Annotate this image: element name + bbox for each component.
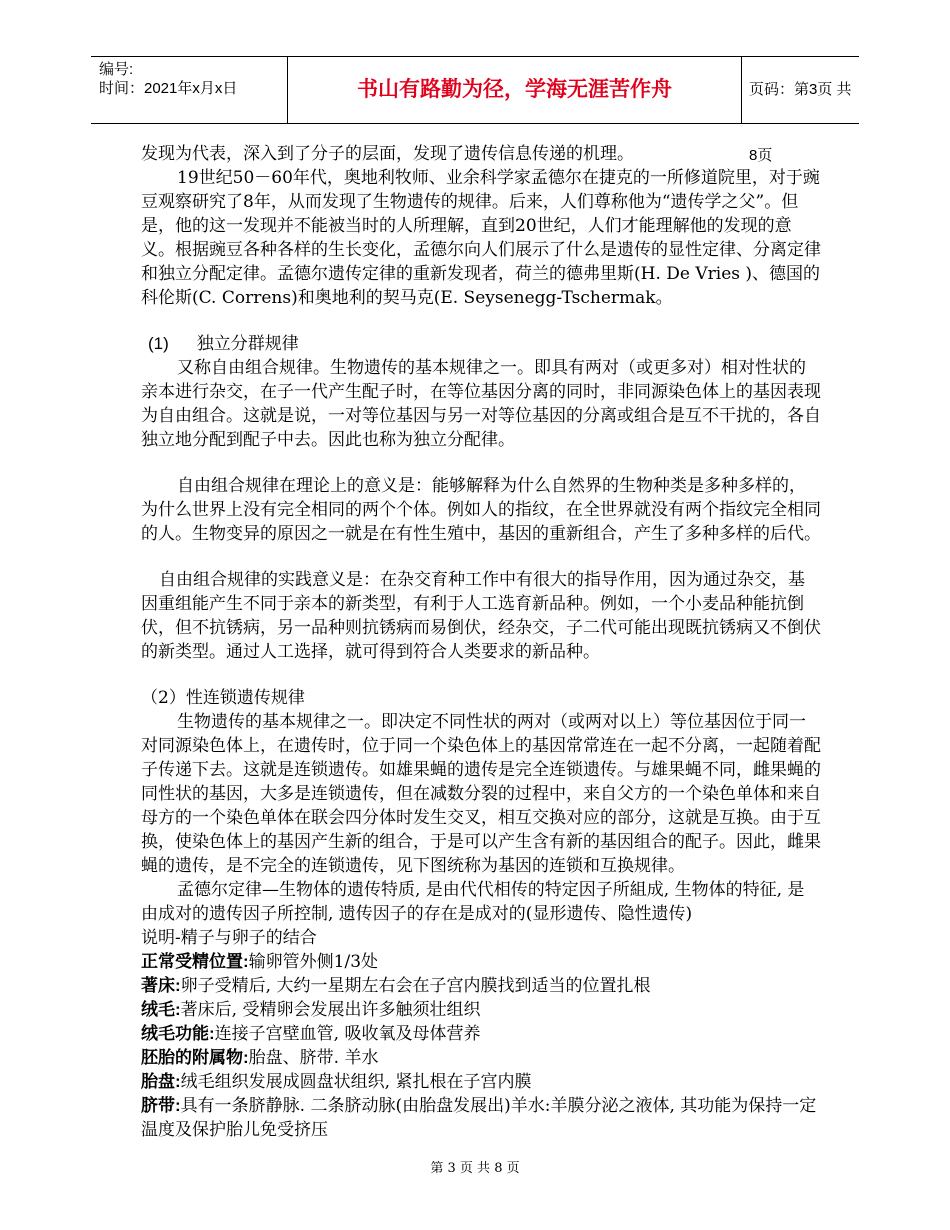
header-motto: 书山有路勤为径，学海无涯苦作舟: [287, 57, 742, 123]
definition-term: 绒毛功能:: [141, 1024, 215, 1043]
definition-term: 绒毛:: [141, 1000, 181, 1019]
paragraph-fertilization-intro: 说明-精子与卵子的结合: [141, 928, 317, 948]
definition-item: [141, 1022, 821, 1046]
definition-text: 卵子受精后, 大约一星期左右会在子宫内膜找到适当的位置扎根: [180, 976, 651, 996]
definition-text: 连接子宫壁血管, 吸收氧及母体营养: [214, 1024, 481, 1044]
section-title: 独立分群规律: [196, 334, 299, 354]
definition-term: 胚胎的附属物:: [141, 1048, 249, 1067]
definition-item: [141, 1070, 821, 1094]
paragraph-linkage: 生物遗传的基本规律之一。即决定不同性状的两对（或两对以上）等位基因位于同一对同源染色体上，在遗传时，位于同一个染色体上的基因常常连在一起不分离，一起随着配子传递下去。这就是连锁遗传。如雄果蝇的遗传是完全连锁遗传。与雄果蝇不同，雌果蝇的同性状的基因，大多是连锁遗传，但在减数分裂的过程中，来自父方的一个染色单体和来自母方的一个染色单体在联会四分体时发生交叉，相互交换对应的部分，这就是互换。由于互换，使染色体上的基因产生新的组合，于是可以产生含有新的基因组合的配子。因此，雌果蝇的遗传，是不完全的连锁遗传，见下图统称为基因的连锁和互换规律。: [141, 712, 821, 876]
definition-item: [141, 1046, 821, 1070]
section-heading-independent-assortment: [141, 332, 821, 356]
definition-term: 胎盘:: [141, 1072, 181, 1091]
definition-text: 输卵管外侧1/3处: [248, 952, 379, 972]
definition-item: [141, 1094, 821, 1142]
document-body: [141, 142, 821, 1142]
paragraph-definition: 又称自由组合规律。生物遗传的基本规律之一。即具有两对（或更多对）相对性状的亲本进行杂交，在子一代产生配子时，在等位基因分离的同时，非同源染色体上的基因表现为自由组合。这就是说，一对等位基因与另一对等位基因的分离或组合是互不干扰的，各自独立地分配到配子中去。因此也称为独立分配律。: [141, 358, 821, 450]
definition-text: 胎盘、脐带. 羊水: [248, 1048, 379, 1068]
paragraph-mendel-history: 19世纪50－60年代，奥地利牧师、业余科学家孟德尔在捷克的一所修道院里，对于豌豆观察研究了8年，从而发现了生物遗传的规律。后来，人们尊称他为“遗传学之父”。但是，他的这一发现并不能被当时的人所理解，直到20世纪，人们才能理解他的发现的意义。根据豌豆各种各样的生长变化，孟德尔向人们展示了什么是遗传的显性定律、分离定律和独立分配定律。孟德尔遗传定律的重新发现者，荷兰的德弗里斯(H. De Vries )、德国的科伦斯(C. Correns)和奥地利的契马克(E. Seysenegg-Tschermak。: [141, 168, 821, 308]
definition-text: 著床后, 受精卵会发展出许多触须壮组织: [180, 1000, 481, 1020]
paragraph-mendel-law: 孟德尔定律—生物体的遗传特质, 是由代代相传的特定因子所組成, 生物体的特征, 是由成对的遗传因子所控制, 遗传因子的存在是成对的(显形遗传、隐性遗传): [141, 880, 805, 924]
definition-term: 正常受精位置:: [141, 952, 249, 971]
header-left-cell: [91, 57, 287, 123]
paragraph-theoretical-significance: 自由组合规律在理论上的意义是：能够解释为什么自然界的生物种类是多种多样的，为什么世界上没有完全相同的两个个体。例如人的指纹，在全世界就没有两个指纹完全相同的人。生物变异的原因之一就是在有性生殖中，基因的重新组合，产生了多种多样的后代。: [141, 476, 821, 544]
definition-term: 脐带:: [141, 1096, 181, 1115]
document-date: 时间：2021年x月x日: [99, 80, 238, 97]
definition-item: [141, 974, 821, 998]
definition-text: 具有一条脐静脉. 二条脐动脉(由胎盘发展出)羊水:羊膜分泌之液体, 其功能为保持一定温度及保护胎儿免受挤压: [141, 1096, 817, 1140]
section-number: (1): [148, 334, 169, 353]
definition-term: 著床:: [141, 976, 181, 995]
paragraph-practical-significance: 自由组合规律的实践意义是：在杂交育种工作中有很大的指导作用，因为通过杂交，基因重组能产生不同于亲本的新类型，有利于人工选育新品种。例如，一个小麦品种能抗倒伏，但不抗锈病，另一品种则抗锈病而易倒伏，经杂交，子二代可能出现既抗锈病又不倒伏的新类型。通过人工选择，就可得到符合人类要求的新品种。: [141, 570, 821, 662]
definition-item: [141, 998, 821, 1022]
definition-item: [141, 950, 821, 974]
paragraph-intro-continued: 发现为代表，深入到了分子的层面，发现了遗传信息传递的机理。: [141, 144, 634, 164]
header-page-info: 页码：第3页 共8页: [749, 81, 852, 164]
document-code-label: 编号:: [99, 61, 134, 78]
section-heading-linkage: （2）性连锁遗传规律: [141, 688, 305, 708]
definition-text: 绒毛组织发展成圆盘状组织, 紧扎根在子宫内膜: [180, 1072, 532, 1092]
page-footer: 第 3 页 共 8 页: [430, 1161, 520, 1176]
